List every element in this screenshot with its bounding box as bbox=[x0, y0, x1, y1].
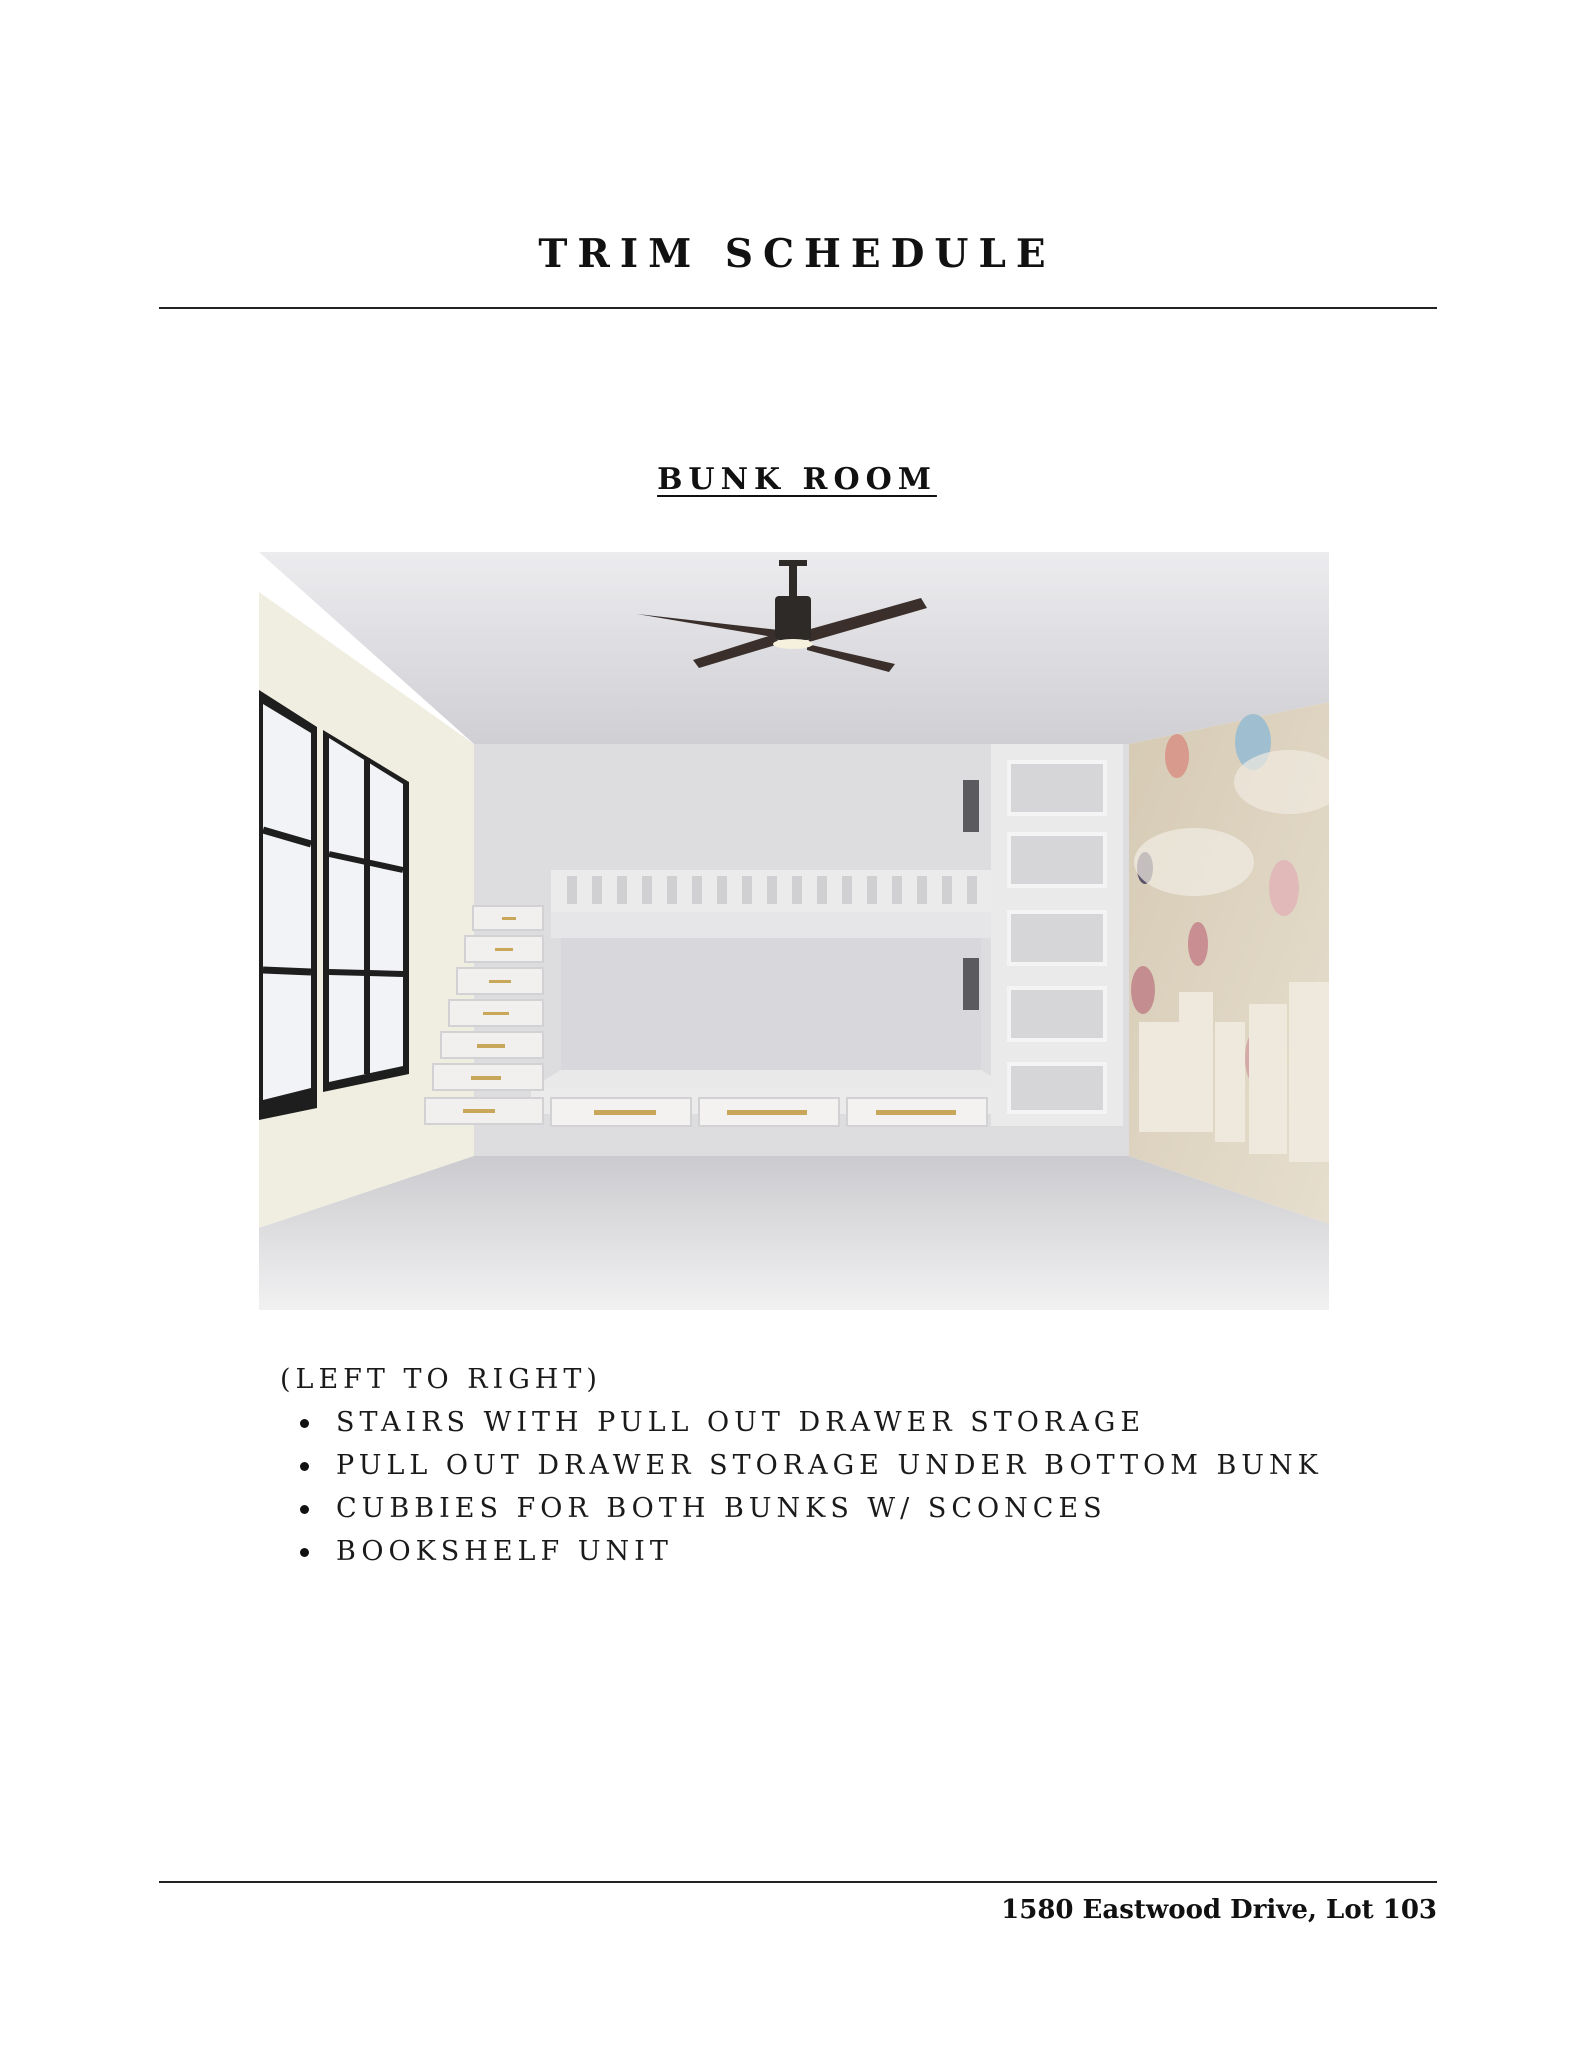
list-item-text: PULL OUT DRAWER STORAGE UNDER BOTTOM BUNK bbox=[336, 1450, 1323, 1481]
header-divider bbox=[159, 307, 1437, 309]
notes-list bbox=[280, 1401, 1380, 1573]
footer-divider bbox=[159, 1881, 1437, 1883]
list-item bbox=[300, 1487, 1380, 1530]
list-item-text: STAIRS WITH PULL OUT DRAWER STORAGE bbox=[336, 1407, 1146, 1438]
footer-address: 1580 Eastwood Drive, Lot 103 bbox=[1001, 1895, 1437, 1925]
bullet-icon bbox=[300, 1505, 309, 1514]
floor bbox=[259, 1156, 1329, 1310]
bullet-icon bbox=[300, 1462, 309, 1471]
under-bunk-drawers bbox=[551, 1098, 987, 1126]
list-item-text: CUBBIES FOR BOTH BUNKS W/ SCONCES bbox=[336, 1493, 1107, 1524]
list-item bbox=[300, 1401, 1380, 1444]
lower-bunk bbox=[531, 938, 1011, 1114]
page-title: TRIM SCHEDULE bbox=[538, 231, 1056, 277]
section-title bbox=[0, 462, 1594, 497]
section-title-text: BUNK ROOM bbox=[657, 462, 937, 497]
list-item bbox=[300, 1530, 1380, 1573]
bunk-room-rendering bbox=[259, 552, 1329, 1310]
list-item bbox=[300, 1444, 1380, 1487]
bullet-icon bbox=[300, 1419, 309, 1428]
list-item-text: BOOKSHELF UNIT bbox=[336, 1536, 673, 1567]
notes-block bbox=[280, 1358, 1380, 1573]
bullet-icon bbox=[300, 1548, 309, 1557]
notes-intro: (LEFT TO RIGHT) bbox=[280, 1364, 602, 1395]
upper-bunk bbox=[551, 870, 991, 938]
